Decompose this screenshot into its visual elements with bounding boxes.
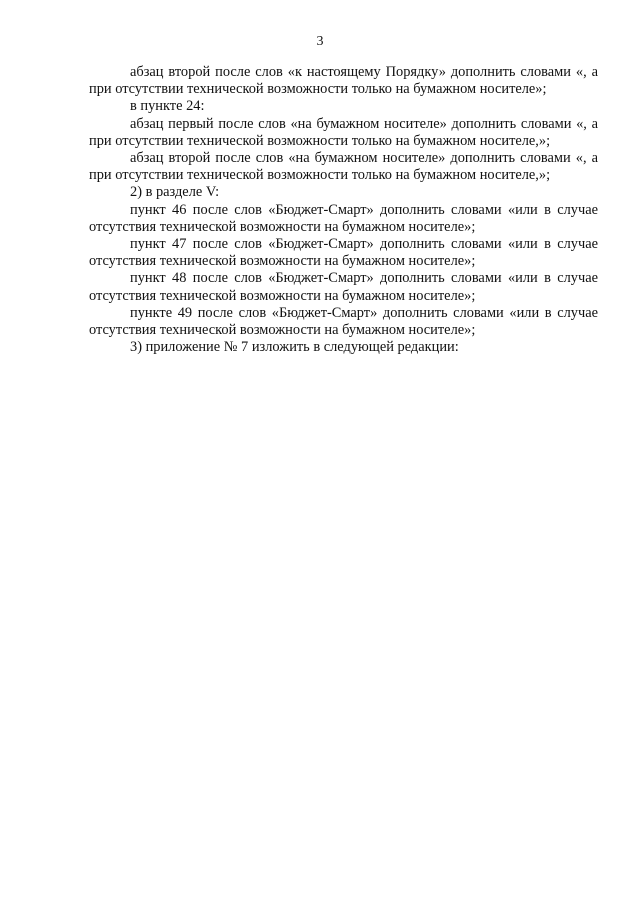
paragraph-abzac-vtoroy-poryadku: абзац второй после слов «к настоящему Порядку» дополнить словами «, а при отсутствии технической возможности только на бумажном носителе»;	[89, 64, 598, 98]
paragraph-punkt-49: пункте 49 после слов «Бюджет-Смарт» дополнить словами «или в случае отсутствия технической возможности на бумажном носителе»;	[89, 304, 598, 339]
paragraph-punkt-48: пункт 48 после слов «Бюджет-Смарт» дополнить словами «или в случае отсутствия технической возможности на бумажном носителе»;	[89, 270, 598, 304]
paragraph-abzac-vtoroy: абзац второй после слов «на бумажном носителе» дополнить словами «, а при отсутствии технической возможности только на бумажном носителе,»;	[89, 150, 598, 184]
document-body	[89, 64, 598, 356]
paragraph-appendix-7: 3) приложение № 7 изложить в следующей редакции:	[130, 339, 459, 356]
paragraph-abzac-pervyy: абзац первый после слов «на бумажном носителе» дополнить словами «, а при отсутствии технической возможности только на бумажном носителе,»;	[89, 115, 598, 149]
paragraph-punkt-24-heading: в пункте 24:	[130, 98, 205, 115]
paragraph-punkt-46: пункт 46 после слов «Бюджет-Смарт» дополнить словами «или в случае отсутствия технической возможности на бумажном носителе»;	[89, 201, 598, 235]
paragraph-punkt-47: пункт 47 после слов «Бюджет-Смарт» дополнить словами «или в случае отсутствия технической возможности на бумажном носителе»;	[89, 236, 598, 270]
paragraph-section-v-heading: 2) в разделе V:	[130, 184, 220, 201]
page-number: 3	[316, 34, 324, 49]
